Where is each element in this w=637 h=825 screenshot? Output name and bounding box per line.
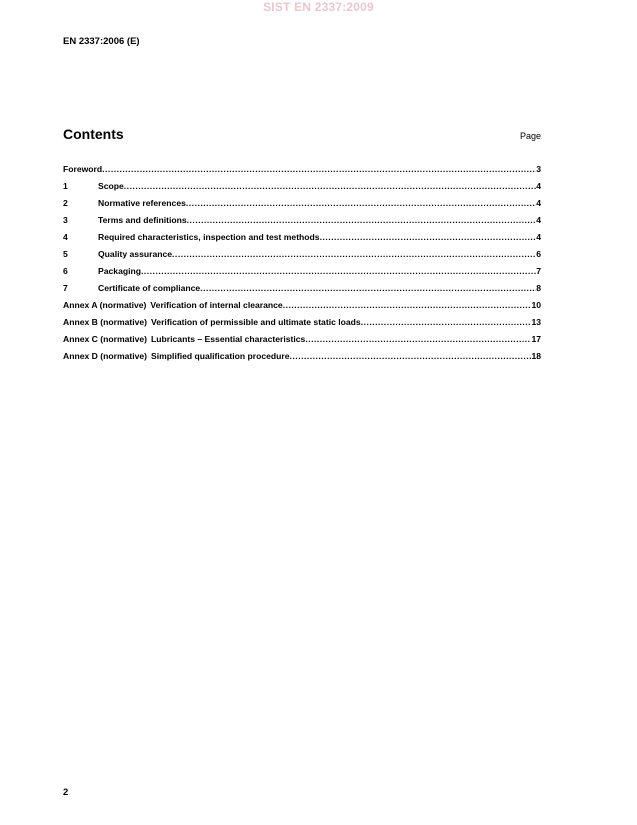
table-of-contents xyxy=(63,164,541,368)
toc-entry-annex-label: Annex A (normative) xyxy=(63,300,147,310)
toc-entry-page: 4 xyxy=(536,181,541,191)
toc-entry-title: Verification of permissible and ultimate static loads xyxy=(151,317,361,327)
page-column-label: Page xyxy=(519,131,541,141)
toc-entry-title: Packaging xyxy=(98,266,141,276)
document-identifier: EN 2337:2006 (E) xyxy=(63,36,140,47)
toc-leader-dots xyxy=(141,266,536,276)
toc-entry-quality-assurance[interactable] xyxy=(63,249,541,266)
toc-entry-annex-label: Annex D (normative) xyxy=(63,351,148,361)
toc-entry-scope[interactable] xyxy=(63,181,541,198)
toc-entry-number: 4 xyxy=(63,232,68,242)
toc-leader-dots xyxy=(361,317,532,327)
page-number: 2 xyxy=(63,787,69,798)
toc-entry-page: 13 xyxy=(531,317,541,327)
toc-leader-dots xyxy=(290,351,532,361)
toc-entry-title: Terms and definitions xyxy=(98,215,187,225)
toc-entry-title: Simplified qualification procedure xyxy=(151,351,290,361)
toc-entry-terms-and-definitions[interactable] xyxy=(63,215,541,232)
toc-entry-annex-b[interactable] xyxy=(63,317,541,334)
toc-leader-dots xyxy=(200,283,536,293)
toc-entry-annex-label: Annex C (normative) xyxy=(63,334,148,344)
toc-entry-page: 8 xyxy=(536,283,541,293)
toc-entry-title: Foreword xyxy=(63,164,103,174)
toc-entry-page: 10 xyxy=(531,300,541,310)
toc-entry-packaging[interactable] xyxy=(63,266,541,283)
toc-entry-number: 6 xyxy=(63,266,68,276)
toc-leader-dots xyxy=(102,164,536,174)
toc-entry-annex-d[interactable] xyxy=(63,351,541,368)
toc-entry-foreword[interactable] xyxy=(63,164,541,181)
toc-entry-number: 7 xyxy=(63,283,68,293)
toc-entry-title: Certificate of compliance xyxy=(98,283,201,293)
toc-entry-page: 4 xyxy=(536,232,541,242)
toc-entry-page: 4 xyxy=(536,215,541,225)
watermark-text: SIST EN 2337:2009 xyxy=(263,0,374,14)
toc-leader-dots xyxy=(320,232,537,242)
toc-entry-normative-references[interactable] xyxy=(63,198,541,215)
toc-entry-certificate-of-compliance[interactable] xyxy=(63,283,541,300)
toc-entry-number: 1 xyxy=(63,181,68,191)
toc-entry-title: Lubricants – Essential characteristics xyxy=(151,334,306,344)
toc-entry-annex-c[interactable] xyxy=(63,334,541,351)
toc-entry-required-characteristics[interactable] xyxy=(63,232,541,249)
toc-entry-page: 7 xyxy=(536,266,541,276)
toc-entry-annex-label: Annex B (normative) xyxy=(63,317,148,327)
toc-entry-page: 18 xyxy=(531,351,541,361)
toc-leader-dots xyxy=(172,249,536,259)
toc-entry-annex-a[interactable] xyxy=(63,300,541,317)
toc-entry-title: Scope xyxy=(98,181,124,191)
toc-entry-number: 3 xyxy=(63,215,68,225)
toc-leader-dots xyxy=(186,198,536,208)
toc-leader-dots xyxy=(305,334,531,344)
toc-entry-title: Quality assurance xyxy=(98,249,173,259)
toc-entry-title: Required characteristics, inspection and test methods xyxy=(98,232,320,242)
toc-entry-page: 17 xyxy=(531,334,541,344)
toc-entry-page: 3 xyxy=(536,164,541,174)
toc-entry-number: 5 xyxy=(63,249,68,259)
toc-entry-number: 2 xyxy=(63,198,68,208)
contents-heading: Contents xyxy=(63,126,124,142)
toc-entry-page: 4 xyxy=(536,198,541,208)
toc-entry-title: Verification of internal clearance xyxy=(150,300,283,310)
toc-entry-page: 6 xyxy=(536,249,541,259)
toc-entry-title: Normative references xyxy=(98,198,186,208)
toc-leader-dots xyxy=(283,300,532,310)
toc-leader-dots xyxy=(124,181,536,191)
toc-leader-dots xyxy=(187,215,537,225)
